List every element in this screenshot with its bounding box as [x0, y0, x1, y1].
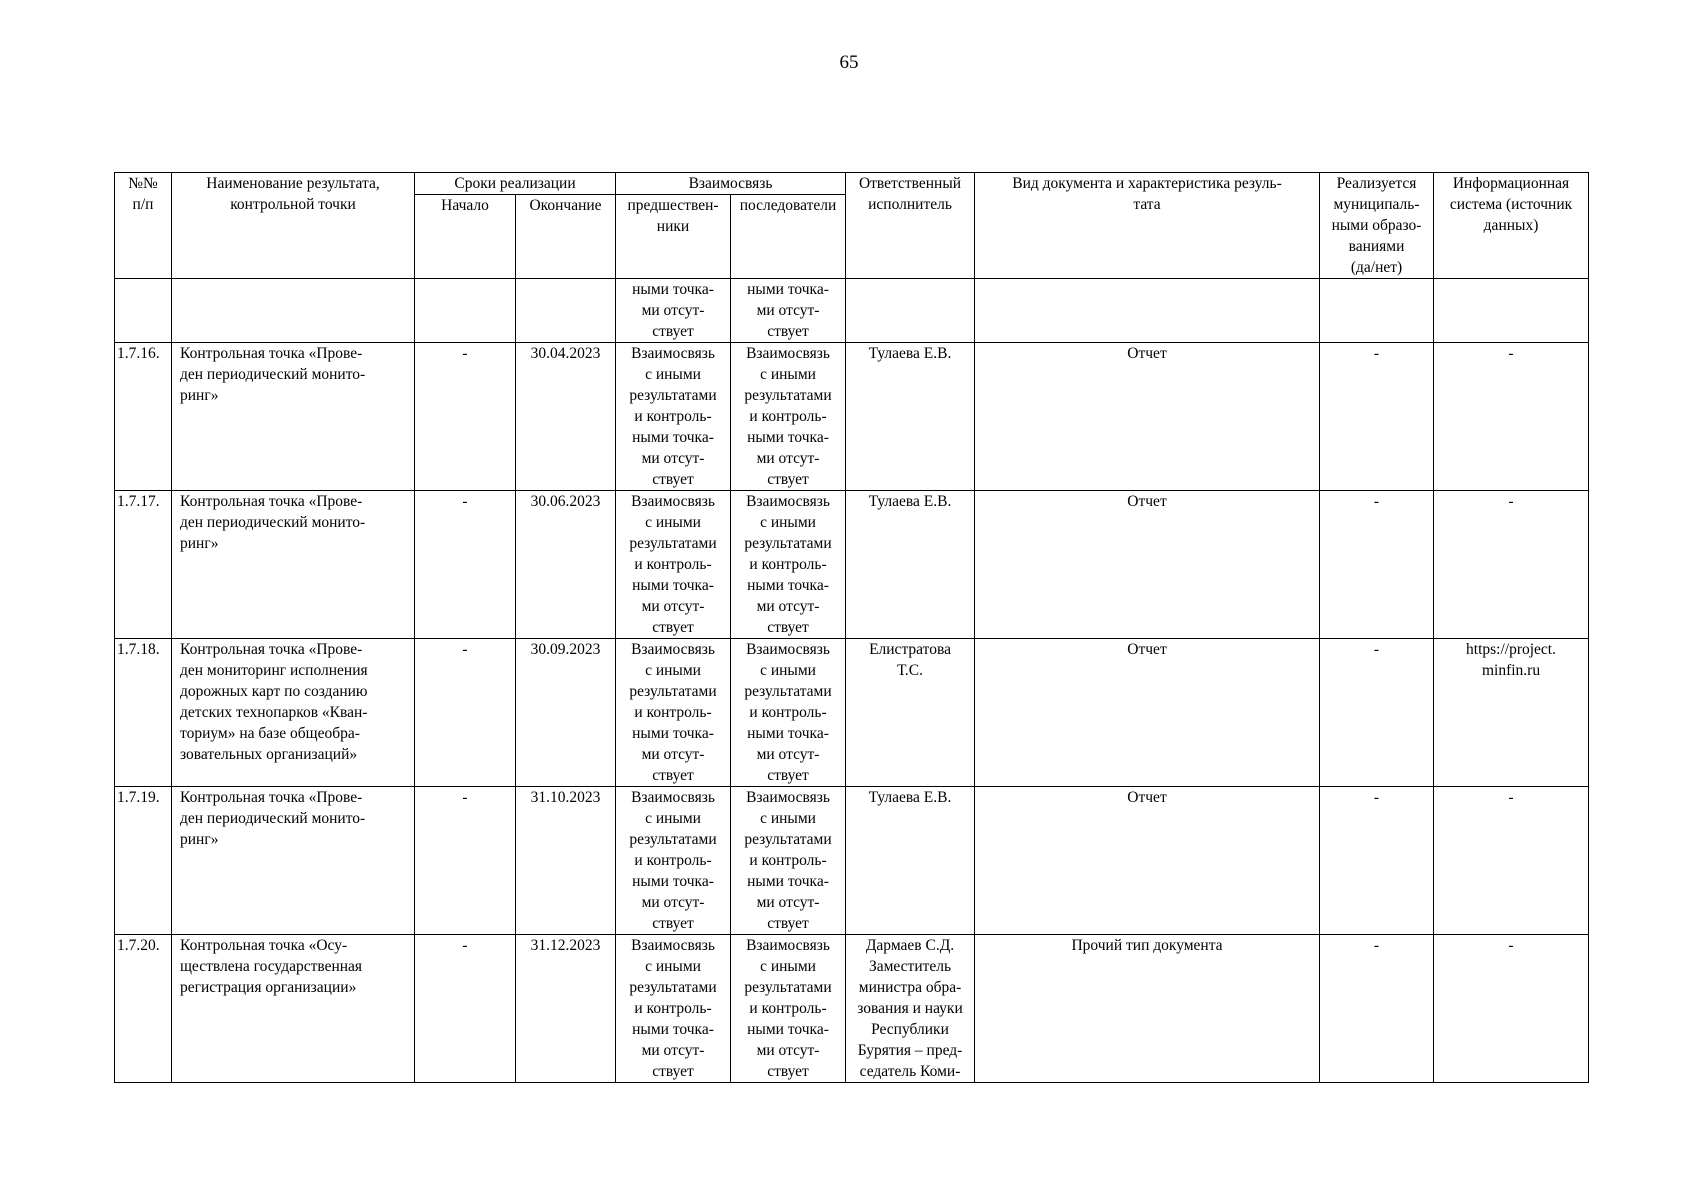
header-infosystem: Информационная система (источник данных) — [1434, 173, 1589, 279]
header-terms: Сроки реализации — [415, 173, 616, 195]
header-num: №№ п/п — [115, 173, 172, 279]
cell-infosystem: - — [1434, 491, 1589, 639]
cell-start: - — [415, 491, 516, 639]
cell-num: 1.7.19. — [115, 787, 172, 935]
cell-predecessors: Взаимосвязь с иными результатами и контроль- ными точка- ми отсут- ствует — [616, 343, 731, 491]
cell-name: Контрольная точка «Прове- ден периодический монито- ринг» — [172, 343, 415, 491]
cell-predecessors: Взаимосвязь с иными результатами и контроль- ными точка- ми отсут- ствует — [616, 491, 731, 639]
header-responsible: Ответственный исполнитель — [846, 173, 975, 279]
table-row — [115, 935, 1589, 1083]
cell-successors: Взаимосвязь с иными результатами и контроль- ными точка- ми отсут- ствует — [731, 491, 846, 639]
cell-start: - — [415, 343, 516, 491]
cell-responsible: Дармаев С.Д. Заместитель министра обра- зования и науки Республики Бурятия – пред- седатель Коми- — [846, 935, 975, 1083]
cell-end: 30.04.2023 — [516, 343, 616, 491]
cell-document: Отчет — [975, 491, 1320, 639]
cell-document: Отчет — [975, 639, 1320, 787]
cell-num: 1.7.17. — [115, 491, 172, 639]
header-document: Вид документа и характеристика резуль- тата — [975, 173, 1320, 279]
cell-successors: Взаимосвязь с иными результатами и контроль- ными точка- ми отсут- ствует — [731, 639, 846, 787]
header-end: Окончание — [516, 195, 616, 279]
cell-num: 1.7.20. — [115, 935, 172, 1083]
table-row — [115, 787, 1589, 935]
header-predecessors: предшествен- ники — [616, 195, 731, 279]
header-row — [115, 173, 1589, 195]
cell-end: 30.09.2023 — [516, 639, 616, 787]
cell-start: - — [415, 935, 516, 1083]
table-row — [115, 343, 1589, 491]
cell-num: 1.7.18. — [115, 639, 172, 787]
cell-num: 1.7.16. — [115, 343, 172, 491]
cell-end: 31.12.2023 — [516, 935, 616, 1083]
cell-municipal: - — [1320, 935, 1434, 1083]
cell-infosystem: - — [1434, 787, 1589, 935]
cell-successors: Взаимосвязь с иными результатами и контроль- ными точка- ми отсут- ствует — [731, 935, 846, 1083]
results-table — [114, 172, 1589, 1083]
table-row — [115, 639, 1589, 787]
cell-responsible: Тулаева Е.В. — [846, 343, 975, 491]
cell-successors: ными точка- ми отсут- ствует — [731, 279, 846, 343]
cell-successors: Взаимосвязь с иными результатами и контроль- ными точка- ми отсут- ствует — [731, 787, 846, 935]
cell-responsible: Елистратова Т.С. — [846, 639, 975, 787]
cell-document: Прочий тип документа — [975, 935, 1320, 1083]
cell-end: 30.06.2023 — [516, 491, 616, 639]
table-row-continuation — [115, 279, 1589, 343]
header-successors: последователи — [731, 195, 846, 279]
page-number: 65 — [839, 52, 859, 73]
cell-municipal: - — [1320, 639, 1434, 787]
cell-municipal: - — [1320, 343, 1434, 491]
cell-name: Контрольная точка «Осу- ществлена государственная регистрация организации» — [172, 935, 415, 1083]
cell-infosystem: https://project. minfin.ru — [1434, 639, 1589, 787]
header-start: Начало — [415, 195, 516, 279]
cell-municipal: - — [1320, 787, 1434, 935]
cell-name: Контрольная точка «Прове- ден периодический монито- ринг» — [172, 787, 415, 935]
cell-predecessors: Взаимосвязь с иными результатами и контроль- ными точка- ми отсут- ствует — [616, 639, 731, 787]
header-municipal: Реализуется муниципаль- ными образо- ваниями (да/нет) — [1320, 173, 1434, 279]
cell-infosystem: - — [1434, 343, 1589, 491]
header-link: Взаимосвязь — [616, 173, 846, 195]
cell-infosystem: - — [1434, 935, 1589, 1083]
header-name: Наименование результата, контрольной точки — [172, 173, 415, 279]
cell-predecessors: Взаимосвязь с иными результатами и контроль- ными точка- ми отсут- ствует — [616, 935, 731, 1083]
cell-start: - — [415, 787, 516, 935]
cell-start: - — [415, 639, 516, 787]
cell-predecessors: Взаимосвязь с иными результатами и контроль- ными точка- ми отсут- ствует — [616, 787, 731, 935]
cell-name: Контрольная точка «Прове- ден периодический монито- ринг» — [172, 491, 415, 639]
cell-responsible: Тулаева Е.В. — [846, 491, 975, 639]
cell-successors: Взаимосвязь с иными результатами и контроль- ными точка- ми отсут- ствует — [731, 343, 846, 491]
cell-end: 31.10.2023 — [516, 787, 616, 935]
cell-document: Отчет — [975, 787, 1320, 935]
cell-predecessors: ными точка- ми отсут- ствует — [616, 279, 731, 343]
table-row — [115, 491, 1589, 639]
cell-municipal: - — [1320, 491, 1434, 639]
cell-document: Отчет — [975, 343, 1320, 491]
cell-responsible: Тулаева Е.В. — [846, 787, 975, 935]
cell-name: Контрольная точка «Прове- ден мониторинг исполнения дорожных карт по созданию детских технопарков «Кван- ториум» на базе общеобра- зовательных организаций» — [172, 639, 415, 787]
